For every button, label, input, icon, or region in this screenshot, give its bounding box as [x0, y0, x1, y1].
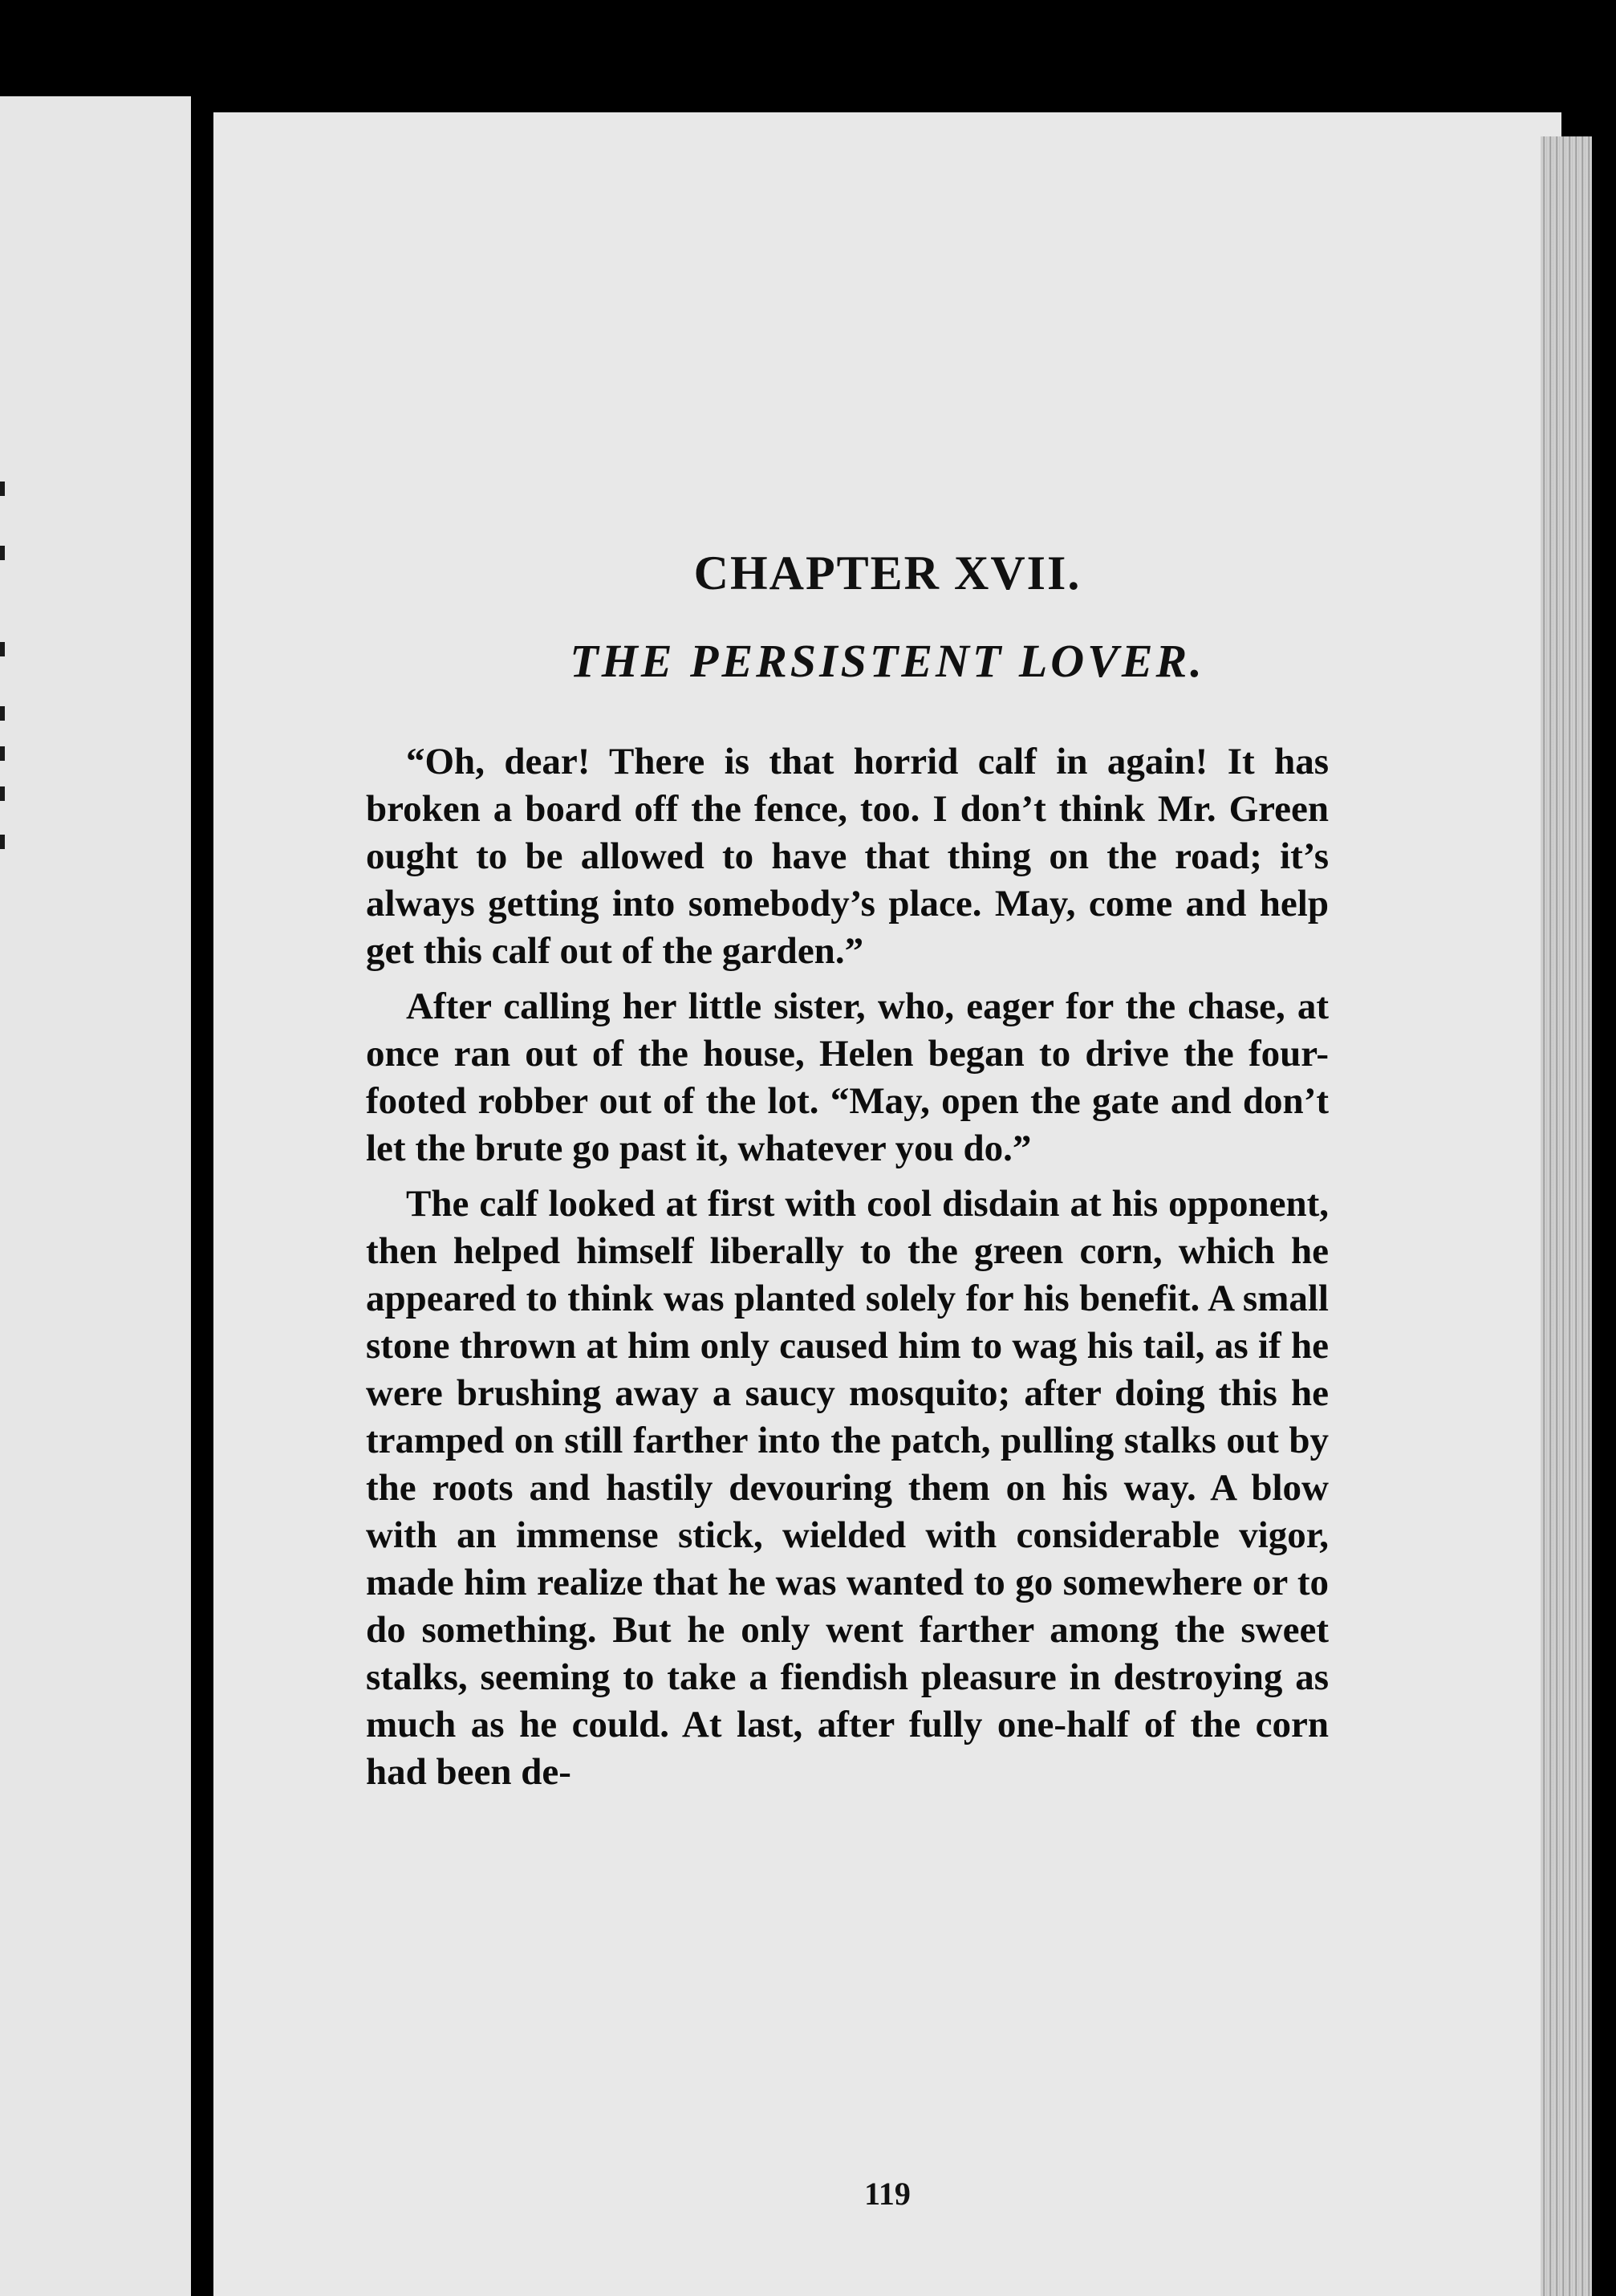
facing-page-text-edge: [0, 482, 10, 899]
chapter-title: THE PERSISTENT LOVER.: [570, 635, 1205, 687]
facing-page: [0, 96, 191, 2296]
body-text: [366, 738, 1329, 1804]
paragraph: “Oh, dear! There is that horrid calf in again! It has broken a board off the fence, too. I don’t think Mr. Green ought to be allowed to have that thing on the road; it’s always getting into somebody’s place. May, come and help get this calf out of the garden.”: [366, 741, 1329, 972]
chapter-heading: CHAPTER XVII.: [693, 547, 1082, 599]
paragraph: After calling her little sister, who, eager for the chase, at once ran out of the house, Helen began to drive the four-footed robber out of the lot. “May, open the gate and don’t let the brute go past it, whatever you do.”: [366, 985, 1329, 1169]
book-gutter: [191, 96, 213, 2296]
paragraph: The calf looked at first with cool disdain at his opponent, then helped himself liberally to the green corn, which he appeared to think was planted solely for his benefit. A small stone thrown at him only caused him to wag his tail, as if he were brushing away a saucy mosquito; after doing this he tramped on still farther into the patch, pulling stalks out by the roots and hastily devouring them on his way. A blow with an immense stick, wielded with considerable vigor, made him realize that he was wanted to go somewhere or to do something. But he only went farther among the sweet stalks, seeming to take a fiendish pleasure in destroying as much as he could. At last, after fully one-half of the corn had been de-: [366, 1183, 1329, 1793]
page-edges: [1541, 136, 1592, 2296]
book-page: [213, 112, 1561, 2296]
page-number: 119: [864, 2176, 911, 2212]
